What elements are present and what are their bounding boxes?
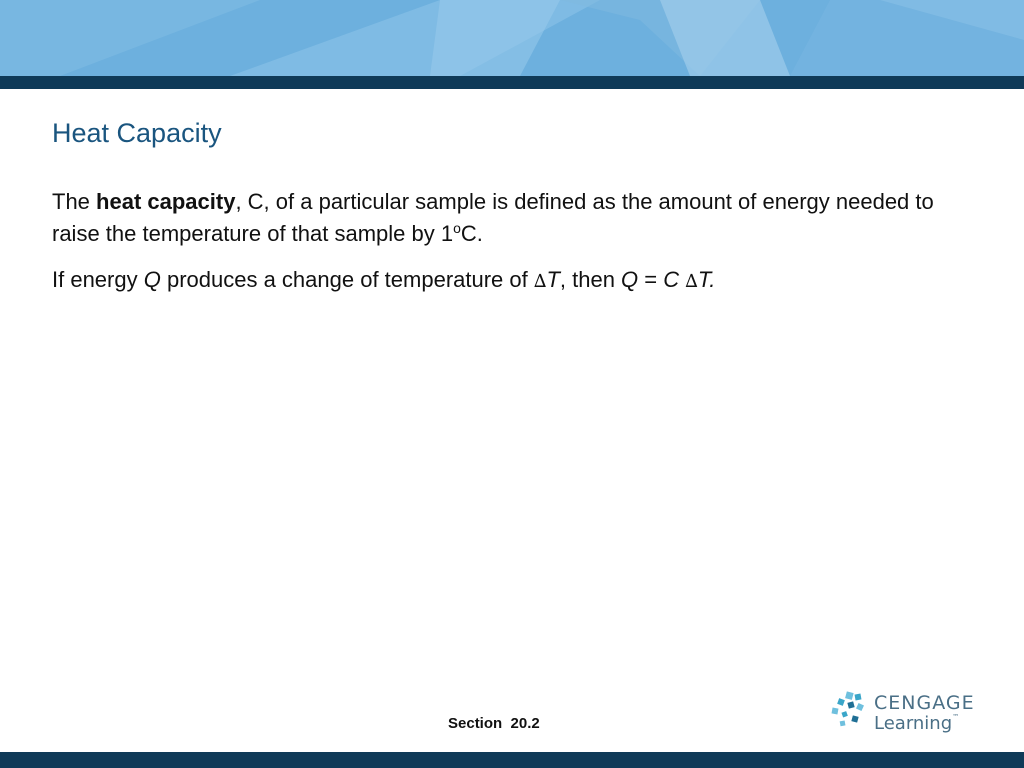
var-t: T [546,267,560,292]
text: , then [559,267,622,292]
var-q: Q [143,267,161,292]
delta-symbol: ∆ [533,271,547,292]
text: produces a change of temperature of [160,267,534,292]
bottom-bar [0,752,1024,768]
trademark-symbol: ™ [952,713,960,721]
text: C. [460,221,483,246]
text: If energy [52,267,144,292]
var-q: Q [621,267,639,292]
top-rule [0,76,1024,89]
var-t: T. [697,267,716,292]
logo-wordmark-learning [874,713,959,734]
term-heat-capacity: heat capacity [96,189,236,214]
var-c: C [663,267,680,292]
cengage-mark-icon [830,690,870,730]
degree-superscript: o [453,220,461,236]
banner-graphic [0,0,1024,76]
paragraph-definition [52,186,982,250]
footer-section-label: Section 20.2 [448,715,540,732]
top-banner [0,0,1024,76]
cengage-learning-logo [830,688,990,740]
equals: = [638,267,664,292]
slide-body [52,186,982,298]
logo-wordmark-cengage: CENGAGE [874,692,975,714]
text: , C, of a particular sample is defined as the amount of energy needed to raise the temperature of that sample by 1 [52,189,934,246]
slide-title: Heat Capacity [52,118,222,148]
text: The [52,189,97,214]
logo-learning-text: Learning [874,713,953,734]
paragraph-equation [52,264,982,298]
delta-symbol: ∆ [685,271,698,292]
